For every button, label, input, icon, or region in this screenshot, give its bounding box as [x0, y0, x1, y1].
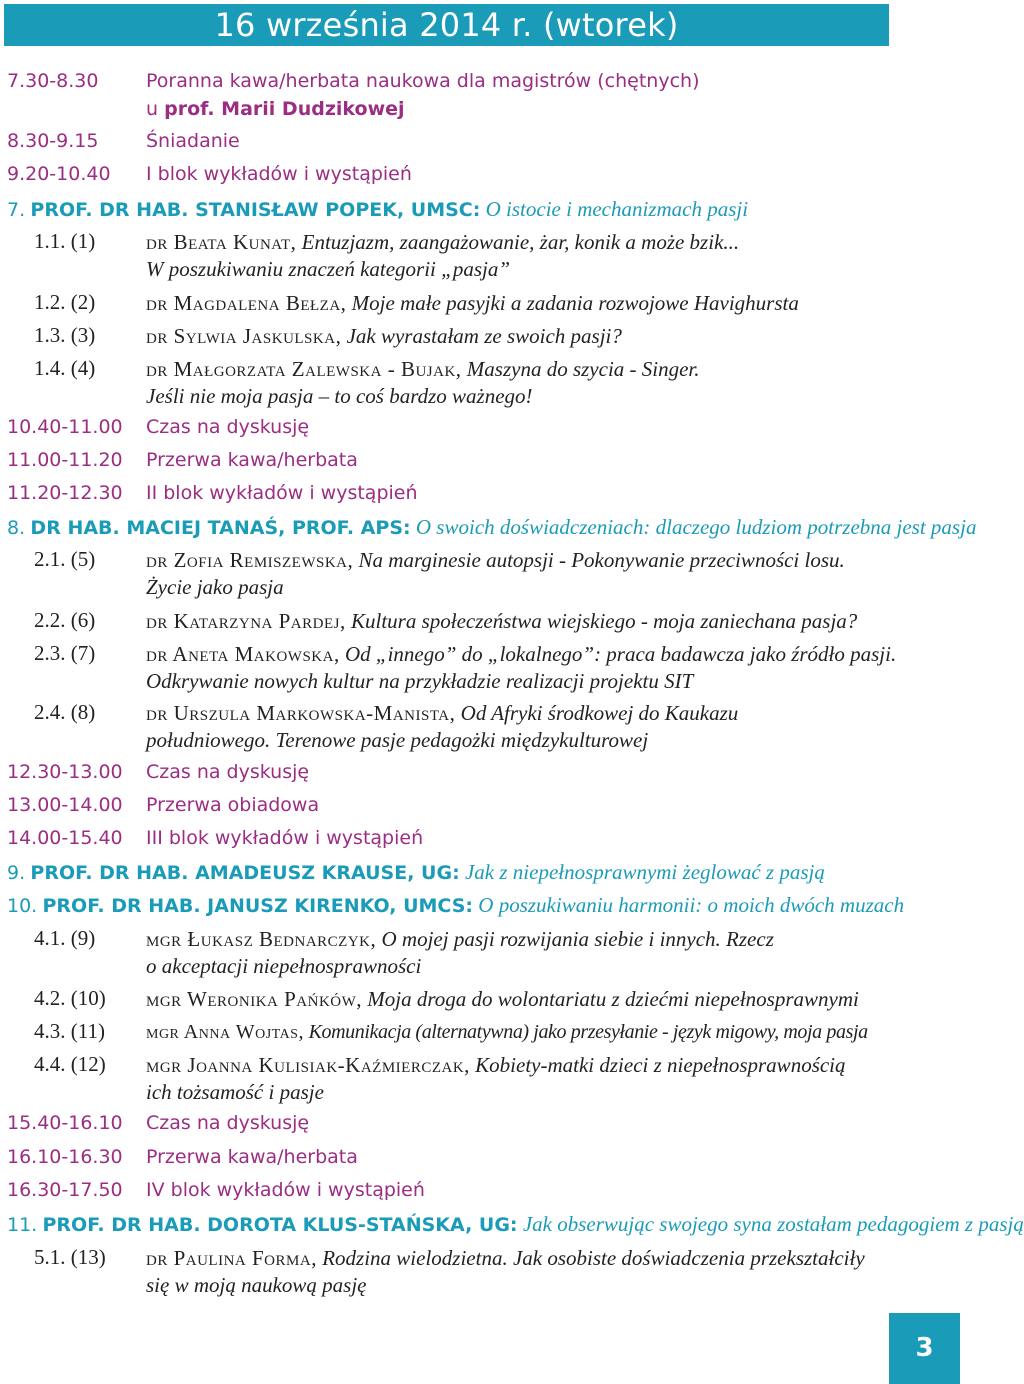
block-speaker: PROF. DR HAB. DOROTA KLUS-STAŃSKA, UG:	[42, 1214, 518, 1236]
block-title: Jak obserwując swojego syna zostałam pedagogiem z pasją	[522, 1212, 1024, 1236]
lecture-title: Maszyna do szycia - Singer.	[466, 357, 700, 381]
block-title: O istocie i mechanizmach pasji	[485, 197, 749, 221]
schedule-time: 16.30-17.50	[7, 1179, 123, 1201]
lecture-entry	[146, 290, 799, 317]
lecture-entry	[146, 986, 859, 1013]
lecture-entry: dr Urszula Markowska-Manista, Od Afryki środkowej do Kaukazu południowego. Terenowe pasje pedagożki międzykulturowej	[146, 701, 739, 752]
schedule-activity: III blok wykładów i wystąpień	[146, 827, 424, 849]
schedule-time: 12.30-13.00	[7, 761, 123, 783]
lecture-title: Kobiety-matki dzieci z niepełnosprawnością	[475, 1053, 846, 1077]
lecture-entry: dr Aneta Makowska, Od „innego” do „lokalnego”: praca badawcza jako źródło pasji. Odkrywanie nowych kultur na przykładzie realizacji projektu SIT	[146, 642, 897, 693]
schedule-activity: Śniadanie	[146, 130, 240, 152]
lecture-entry: dr Paulina Forma, Rodzina wielodzietna. Jak osobiste doświadczenia przekształciły się w moją naukową pasję	[146, 1246, 865, 1297]
schedule-activity: Poranna kawa/herbata naukowa dla magistrów (chętnych) u prof. Marii Dudzikowej	[146, 70, 700, 120]
page-number: 3	[915, 1333, 934, 1363]
lecture-title: Moje małe pasyjki a zadania rozwojowe Havighursta	[351, 291, 799, 315]
schedule-time: 11.20-12.30	[7, 482, 123, 504]
lecture-speaker: dr Małgorzata Zalewska - Bujak,	[146, 357, 462, 381]
page-number-badge	[889, 1313, 960, 1384]
schedule-time: 7.30-8.30	[7, 70, 99, 92]
lecture-number: 4.2. (10)	[34, 986, 106, 1010]
lecture-speaker: dr Sylwia Jaskulska,	[146, 324, 342, 348]
lecture-block-heading: 8. DR HAB. MACIEJ TANAŚ, PROF. APS: O swoich doświadczeniach: dlaczego ludziom potrzebna jest pasja	[7, 515, 977, 539]
schedule-time: 10.40-11.00	[7, 416, 123, 438]
schedule-time: 13.00-14.00	[7, 794, 123, 816]
lecture-speaker: dr Katarzyna Pardej,	[146, 609, 346, 633]
lecture-speaker: dr Aneta Makowska,	[146, 642, 340, 666]
schedule-activity: Przerwa kawa/herbata	[146, 449, 358, 471]
block-speaker: PROF. DR HAB. AMADEUSZ KRAUSE, UG:	[30, 862, 460, 884]
lecture-speaker: dr Paulina Forma,	[146, 1246, 317, 1270]
lecture-speaker: mgr Joanna Kulisiak-Kaźmierczak,	[146, 1053, 470, 1077]
lecture-title: Moja droga do wolontariatu z dziećmi niepełnosprawnymi	[367, 987, 859, 1011]
lecture-number: 1.3. (3)	[34, 323, 96, 347]
lecture-title: Kultura społeczeństwa wiejskiego - moja zaniechana pasja?	[350, 609, 858, 633]
schedule-time: 15.40-16.10	[7, 1112, 123, 1134]
lecture-number: 2.3. (7)	[34, 641, 96, 665]
lecture-block-heading: 11. PROF. DR HAB. DOROTA KLUS-STAŃSKA, UG: Jak obserwując swojego syna zostałam pedagogiem z pasją	[7, 1212, 1024, 1236]
lecture-speaker: mgr Anna Wojtas,	[146, 1021, 304, 1043]
lecture-title: Komunikacja (alternatywna) jako przesyłanie - język migowy, moja pasja	[308, 1021, 868, 1043]
lecture-number: 1.1. (1)	[34, 229, 96, 253]
block-title: Jak z niepełnosprawnymi żeglować z pasją	[464, 860, 825, 884]
lecture-speaker: mgr Łukasz Bednarczyk,	[146, 927, 377, 951]
schedule-activity: Przerwa obiadowa	[146, 794, 320, 816]
lecture-number: 5.1. (13)	[34, 1245, 106, 1269]
lecture-entry: dr Beata Kunat, Entuzjazm, zaangażowanie, żar, konik a może bzik... W poszukiwaniu znaczeń kategorii „pasja”	[146, 230, 740, 281]
lecture-entry: mgr Joanna Kulisiak-Kaźmierczak, Kobiety-matki dzieci z niepełnosprawnością ich tożsamość i pasje	[146, 1053, 846, 1104]
lecture-entry: dr Zofia Remiszewska, Na marginesie autopsji - Pokonywanie przeciwności losu. Życie jako pasja	[146, 548, 845, 599]
block-speaker: PROF. DR HAB. STANISŁAW POPEK, UMSC:	[30, 199, 481, 221]
lecture-title: Jak wyrastałam ze swoich pasji?	[346, 324, 622, 348]
lecture-block-heading: 7. PROF. DR HAB. STANISŁAW POPEK, UMSC: O istocie i mechanizmach pasji	[7, 197, 749, 221]
lecture-title: Od „innego” do „lokalnego”: praca badawcza jako źródło pasji.	[344, 642, 897, 666]
schedule-time: 9.20-10.40	[7, 163, 111, 185]
schedule-activity-host: u prof. Marii Dudzikowej	[146, 98, 405, 120]
lecture-number: 1.4. (4)	[34, 356, 96, 380]
lecture-speaker: mgr Weronika Pańków,	[146, 987, 363, 1011]
lecture-entry: mgr Łukasz Bednarczyk, O mojej pasji rozwijania siebie i innych. Rzecz o akceptacji niepełnosprawności	[146, 927, 774, 978]
schedule-time: 8.30-9.15	[7, 130, 99, 152]
schedule-activity: I blok wykładów i wystąpień	[146, 163, 412, 185]
block-title: O swoich doświadczeniach: dlaczego ludziom potrzebna jest pasja	[415, 515, 977, 539]
page-title: 16 września 2014 r. (wtorek)	[214, 6, 679, 44]
schedule-activity: II blok wykładów i wystąpień	[146, 482, 418, 504]
schedule-time: 14.00-15.40	[7, 827, 123, 849]
lecture-number: 2.4. (8)	[34, 700, 96, 724]
lecture-number: 4.3. (11)	[34, 1019, 105, 1043]
lecture-title: O mojej pasji rozwijania siebie i innych. Rzecz	[381, 927, 774, 951]
lecture-number: 1.2. (2)	[34, 290, 96, 314]
schedule-activity: Przerwa kawa/herbata	[146, 1146, 358, 1168]
schedule-time: 11.00-11.20	[7, 449, 123, 471]
lecture-title: Od Afryki środkowej do Kaukazu	[460, 701, 739, 725]
lecture-speaker: dr Beata Kunat,	[146, 230, 297, 254]
block-speaker: PROF. DR HAB. JANUSZ KIRENKO, UMCS:	[42, 895, 473, 917]
schedule-time: 16.10-16.30	[7, 1146, 123, 1168]
lecture-number: 4.1. (9)	[34, 926, 96, 950]
lecture-title: Rodzina wielodzietna. Jak osobiste doświadczenia przekształciły	[322, 1246, 865, 1270]
schedule-activity: Czas na dyskusję	[146, 761, 310, 783]
page-header	[4, 4, 889, 46]
schedule-activity: IV blok wykładów i wystąpień	[146, 1179, 425, 1201]
schedule-activity: Czas na dyskusję	[146, 416, 310, 438]
lecture-entry	[146, 1019, 868, 1046]
lecture-entry	[146, 323, 622, 350]
lecture-title: Na marginesie autopsji - Pokonywanie przeciwności losu.	[358, 548, 845, 572]
lecture-number: 2.2. (6)	[34, 608, 96, 632]
block-title: O poszukiwaniu harmonii: o moich dwóch muzach	[478, 893, 905, 917]
lecture-number: 2.1. (5)	[34, 547, 96, 571]
lecture-speaker: dr Urszula Markowska-Manista,	[146, 701, 456, 725]
lecture-block-heading: 10. PROF. DR HAB. JANUSZ KIRENKO, UMCS: O poszukiwaniu harmonii: o moich dwóch muzach	[7, 893, 905, 917]
block-speaker: DR HAB. MACIEJ TANAŚ, PROF. APS:	[30, 517, 411, 539]
lecture-entry: dr Małgorzata Zalewska - Bujak, Maszyna do szycia - Singer. Jeśli nie moja pasja – to coś bardzo ważnego!	[146, 357, 700, 408]
lecture-number: 4.4. (12)	[34, 1052, 106, 1076]
schedule-activity: Czas na dyskusję	[146, 1112, 310, 1134]
lecture-entry	[146, 608, 857, 635]
lecture-speaker: dr Magdalena Bełza,	[146, 291, 347, 315]
lecture-title: Entuzjazm, zaangażowanie, żar, konik a może bzik...	[301, 230, 740, 254]
lecture-speaker: dr Zofia Remiszewska,	[146, 548, 354, 572]
lecture-block-heading: 9. PROF. DR HAB. AMADEUSZ KRAUSE, UG: Jak z niepełnosprawnymi żeglować z pasją	[7, 860, 825, 884]
